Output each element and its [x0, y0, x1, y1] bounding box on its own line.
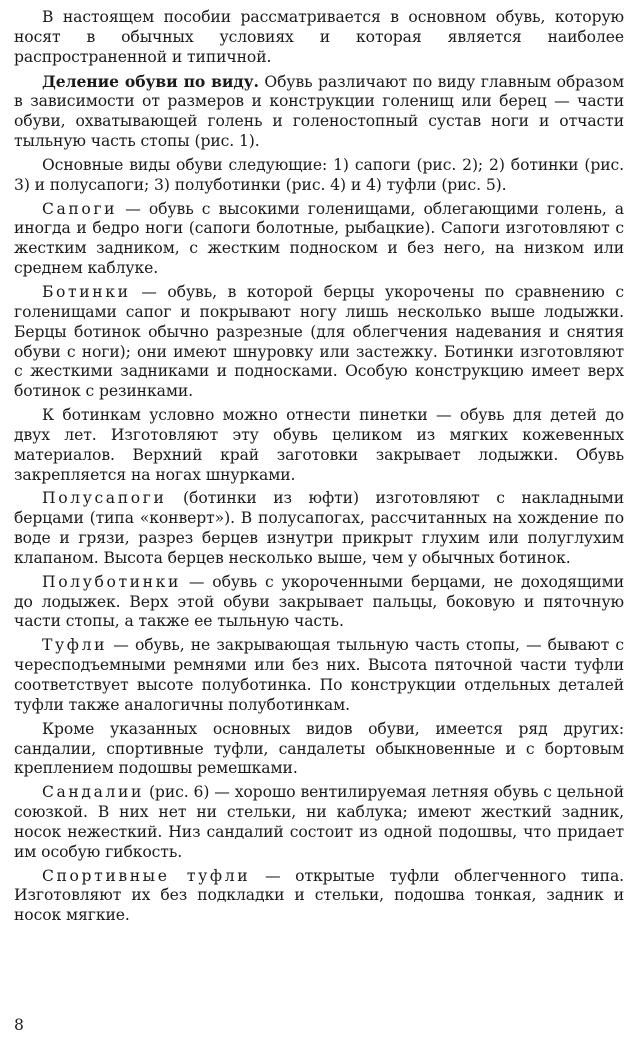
paragraph-slippers [14, 636, 624, 715]
paragraph-text: В настоящем пособии рассматривается в основном обувь, которую носят в обычных условиях и которая является наиболее распространенной и типичной. [14, 8, 624, 66]
section-heading: Деление обуви по виду. [42, 71, 259, 91]
term-spaced: Туфли [42, 636, 108, 655]
body-text [14, 8, 624, 926]
page-number: 8 [14, 1016, 24, 1034]
paragraph-text: Обувь различают по виду главным образом в зависимости от размеров и конструкции голенищ или берец — части обуви, охватывающей голень и голеностопный сустав ноги и отчасти тыльную часть стопы (рис. 1). [14, 72, 624, 151]
paragraph-text: — открытые туфли облегченного типа. Изготовляют их без подкладки и стельки, подошва тонкая, задник и носок мягкие. [14, 866, 625, 925]
term-spaced: Полуботинки [42, 572, 181, 591]
paragraph-sandals [14, 783, 624, 862]
term-spaced: Полусапоги [42, 489, 167, 508]
paragraph-booties [14, 406, 624, 485]
term-spaced: Ботинки [42, 282, 131, 301]
paragraph-ankle-boots [14, 283, 624, 402]
paragraph-text: — обувь, в которой берцы укорочены по сравнению с голенищами сапог и покрывают ногу лишь несколько выше лодыжки. Берцы ботинок обычно разрезные (для облегчения надевания и снятия обуви с ноги); они имеют шнуровку или застежку. Ботинки изготовляют с жесткими задниками и подносками. Особую конструкцию имеет верх ботинок с резинками. [14, 282, 624, 401]
paragraph-intro [14, 8, 624, 68]
paragraph-text: Основные виды обуви следующие: 1) сапоги (рис. 2); 2) ботинки (рис. 3) и полусапоги; 3) полуботинки (рис. 4) и 4) туфли (рис. 5). [14, 155, 624, 194]
paragraph-text: (рис. 6) — хорошо вентилируемая летняя обувь с цельной союзкой. В них нет ни стельки, ни каблука; имеют жесткий задник, носок нежесткий. Низ сандалий состоит из одной подошвы, что придает им особую гибкость. [14, 783, 624, 861]
paragraph-text: К ботинкам условно можно отнести пинетки — обувь для детей до двух лет. Изготовляют эту обувь целиком из мягких кожевенных материалов. Верхний край заготовки закрывает лодыжки. Обувь закрепляется на ногах шнурками. [14, 406, 624, 484]
paragraph-text: — обувь с укороченными берцами, не доходящими до лодыжек. Верх этой обуви закрывает пальцы, боковую и пяточную части стопы, а также ее тыльную часть. [14, 572, 624, 631]
paragraph-text: (ботинки из юфти) изготовляют с накладными берцами (типа «конверт»). В полусапогах, рассчитанных на хождение по воде и грязи, разрез берцев изнутри прикрыт глухим или полуглухим клапаном. Высота берцев несколько выше, чем у обычных ботинок. [14, 489, 624, 567]
term-spaced: Спортивные туфли [42, 866, 251, 885]
term-spaced: Сандалии [42, 783, 145, 802]
paragraph-main-types [14, 156, 624, 196]
paragraph-text: — обувь, не закрывающая тыльную часть стопы, — бывают с чересподъемными ремнями или без них. Высота пяточной части туфли соответствует высоте полуботинка. По конструкции отдельных деталей туфли также аналогичны полуботинкам. [14, 636, 624, 714]
paragraph-division-by-type [14, 72, 624, 152]
paragraph-low-shoes [14, 573, 624, 633]
paragraph-half-boots [14, 489, 624, 568]
paragraph-sport-shoes [14, 867, 624, 927]
paragraph-boots [14, 200, 624, 279]
paragraph-other-types [14, 720, 624, 780]
paragraph-text: Кроме указанных основных видов обуви, имеется ряд других: сандалии, спортивные туфли, сандалеты обыкновенные и с бортовым креплением подошвы ремешками. [14, 719, 624, 778]
paragraph-text: — обувь с высокими голенищами, облегающими голень, а иногда и бедро ноги (сапоги болотные, рыбацкие). Сапоги изготовляют с жестким задником, с жестким подноском и без него, на низком или среднем каблуке. [14, 199, 624, 278]
term-spaced: Сапоги [42, 199, 118, 218]
